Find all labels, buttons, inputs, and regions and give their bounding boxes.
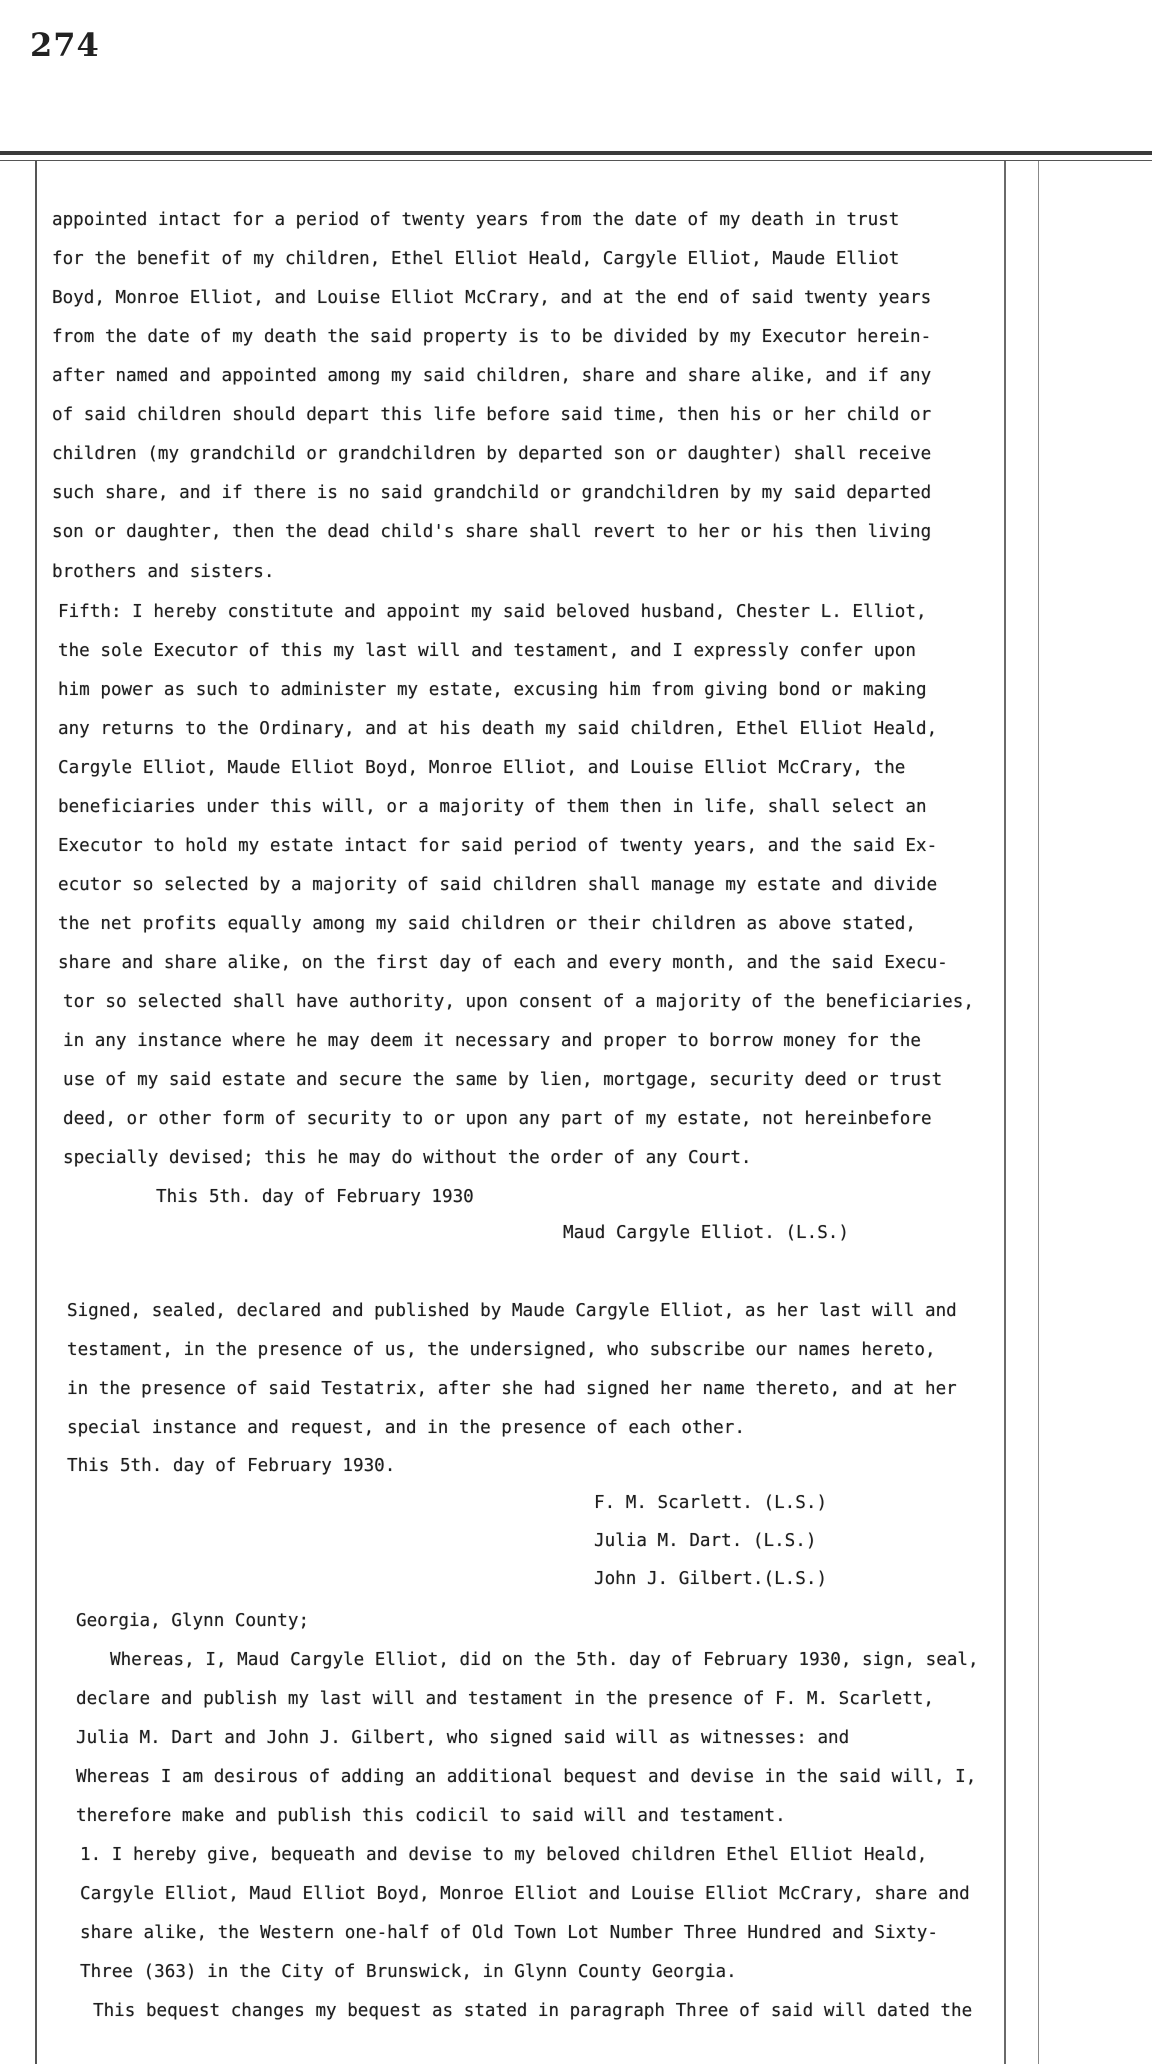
text-line: This bequest changes my bequest as stated in paragraph Three of said will dated the xyxy=(93,2001,973,2021)
text-line: children (my grandchild or grandchildren by departed son or daughter) shall receive xyxy=(52,444,932,464)
witness-signature: John J. Gilbert.(L.S.) xyxy=(594,1569,828,1589)
text-line: in any instance where he may deem it necessary and proper to borrow money for the xyxy=(63,1031,921,1051)
date-line: This 5th. day of February 1930 xyxy=(156,1187,474,1207)
text-line: Whereas, I, Maud Cargyle Elliot, did on the 5th. day of February 1930, sign, seal, xyxy=(110,1650,979,1670)
text-line: Executor to hold my estate intact for said period of twenty years, and the said Ex- xyxy=(58,836,938,856)
text-line: such share, and if there is no said grandchild or grandchildren by my said departed xyxy=(52,483,932,503)
header-rule-thin xyxy=(0,160,1152,161)
text-line: Signed, sealed, declared and published by Maude Cargyle Elliot, as her last will and xyxy=(67,1301,957,1321)
text-line: Julia M. Dart and John J. Gilbert, who signed said will as witnesses: and xyxy=(76,1728,850,1748)
text-line: him power as such to administer my estate, excusing him from giving bond or making xyxy=(58,680,927,700)
text-line: any returns to the Ordinary, and at his death my said children, Ethel Elliot Heald, xyxy=(58,719,938,739)
text-line: for the benefit of my children, Ethel Elliot Heald, Cargyle Elliot, Maude Elliot xyxy=(52,249,900,269)
text-line: Georgia, Glynn County; xyxy=(76,1611,310,1631)
text-line: from the date of my death the said property is to be divided by my Executor herein- xyxy=(52,327,932,347)
testator-signature: Maud Cargyle Elliot. (L.S.) xyxy=(563,1223,849,1243)
page-number: 274 xyxy=(30,26,100,64)
text-line: testament, in the presence of us, the undersigned, who subscribe our names hereto, xyxy=(67,1340,936,1360)
text-line: of said children should depart this life before said time, then his or her child or xyxy=(52,405,932,425)
text-line: use of my said estate and secure the same by lien, mortgage, security deed or trust xyxy=(63,1070,943,1090)
text-line: declare and publish my last will and testament in the presence of F. M. Scarlett, xyxy=(76,1689,934,1709)
text-line: Cargyle Elliot, Maude Elliot Boyd, Monroe Elliot, and Louise Elliot McCrary, the xyxy=(58,758,906,778)
text-line: share and share alike, on the first day of each and every month, and the said Execu- xyxy=(58,953,948,973)
text-line: in the presence of said Testatrix, after she had signed her name thereto, and at her xyxy=(67,1379,957,1399)
witness-signature: Julia M. Dart. (L.S.) xyxy=(594,1531,817,1551)
left-margin-rule xyxy=(35,161,37,2064)
header-rule xyxy=(0,151,1152,155)
text-line: the sole Executor of this my last will and testament, and I expressly confer upon xyxy=(58,641,916,661)
text-line: son or daughter, then the dead child's share shall revert to her or his then living xyxy=(52,522,932,542)
witness-signature: F. M. Scarlett. (L.S.) xyxy=(594,1493,828,1513)
text-line: Cargyle Elliot, Maud Elliot Boyd, Monroe Elliot and Louise Elliot McCrary, share and xyxy=(80,1884,970,1904)
text-line: Boyd, Monroe Elliot, and Louise Elliot McCrary, and at the end of said twenty years xyxy=(52,288,932,308)
text-line: specially devised; this he may do without the order of any Court. xyxy=(63,1148,752,1168)
right-outer-rule xyxy=(1038,161,1039,2064)
text-line: brothers and sisters. xyxy=(52,562,275,582)
text-line: share alike, the Western one-half of Old Town Lot Number Three Hundred and Sixty- xyxy=(80,1923,938,1943)
text-line: Fifth: I hereby constitute and appoint my said beloved husband, Chester L. Elliot, xyxy=(58,602,927,622)
date-line: This 5th. day of February 1930. xyxy=(67,1456,396,1476)
text-line: deed, or other form of security to or upon any part of my estate, not hereinbefore xyxy=(63,1109,932,1129)
text-line: after named and appointed among my said children, share and share alike, and if any xyxy=(52,366,932,386)
text-line: the net profits equally among my said children or their children as above stated, xyxy=(58,914,916,934)
text-line: beneficiaries under this will, or a majority of them then in life, shall select an xyxy=(58,797,927,817)
text-line: appointed intact for a period of twenty years from the date of my death in trust xyxy=(52,210,900,230)
text-line: special instance and request, and in the presence of each other. xyxy=(67,1418,745,1438)
text-line: tor so selected shall have authority, upon consent of a majority of the beneficiaries, xyxy=(63,992,974,1012)
text-line: Three (363) in the City of Brunswick, in Glynn County Georgia. xyxy=(80,1962,737,1982)
text-line: Whereas I am desirous of adding an additional bequest and devise in the said will, I, xyxy=(76,1767,977,1787)
text-line: ecutor so selected by a majority of said children shall manage my estate and divide xyxy=(58,875,938,895)
text-line: 1. I hereby give, bequeath and devise to my beloved children Ethel Elliot Heald, xyxy=(80,1845,928,1865)
text-line: therefore make and publish this codicil to said will and testament. xyxy=(76,1806,786,1826)
